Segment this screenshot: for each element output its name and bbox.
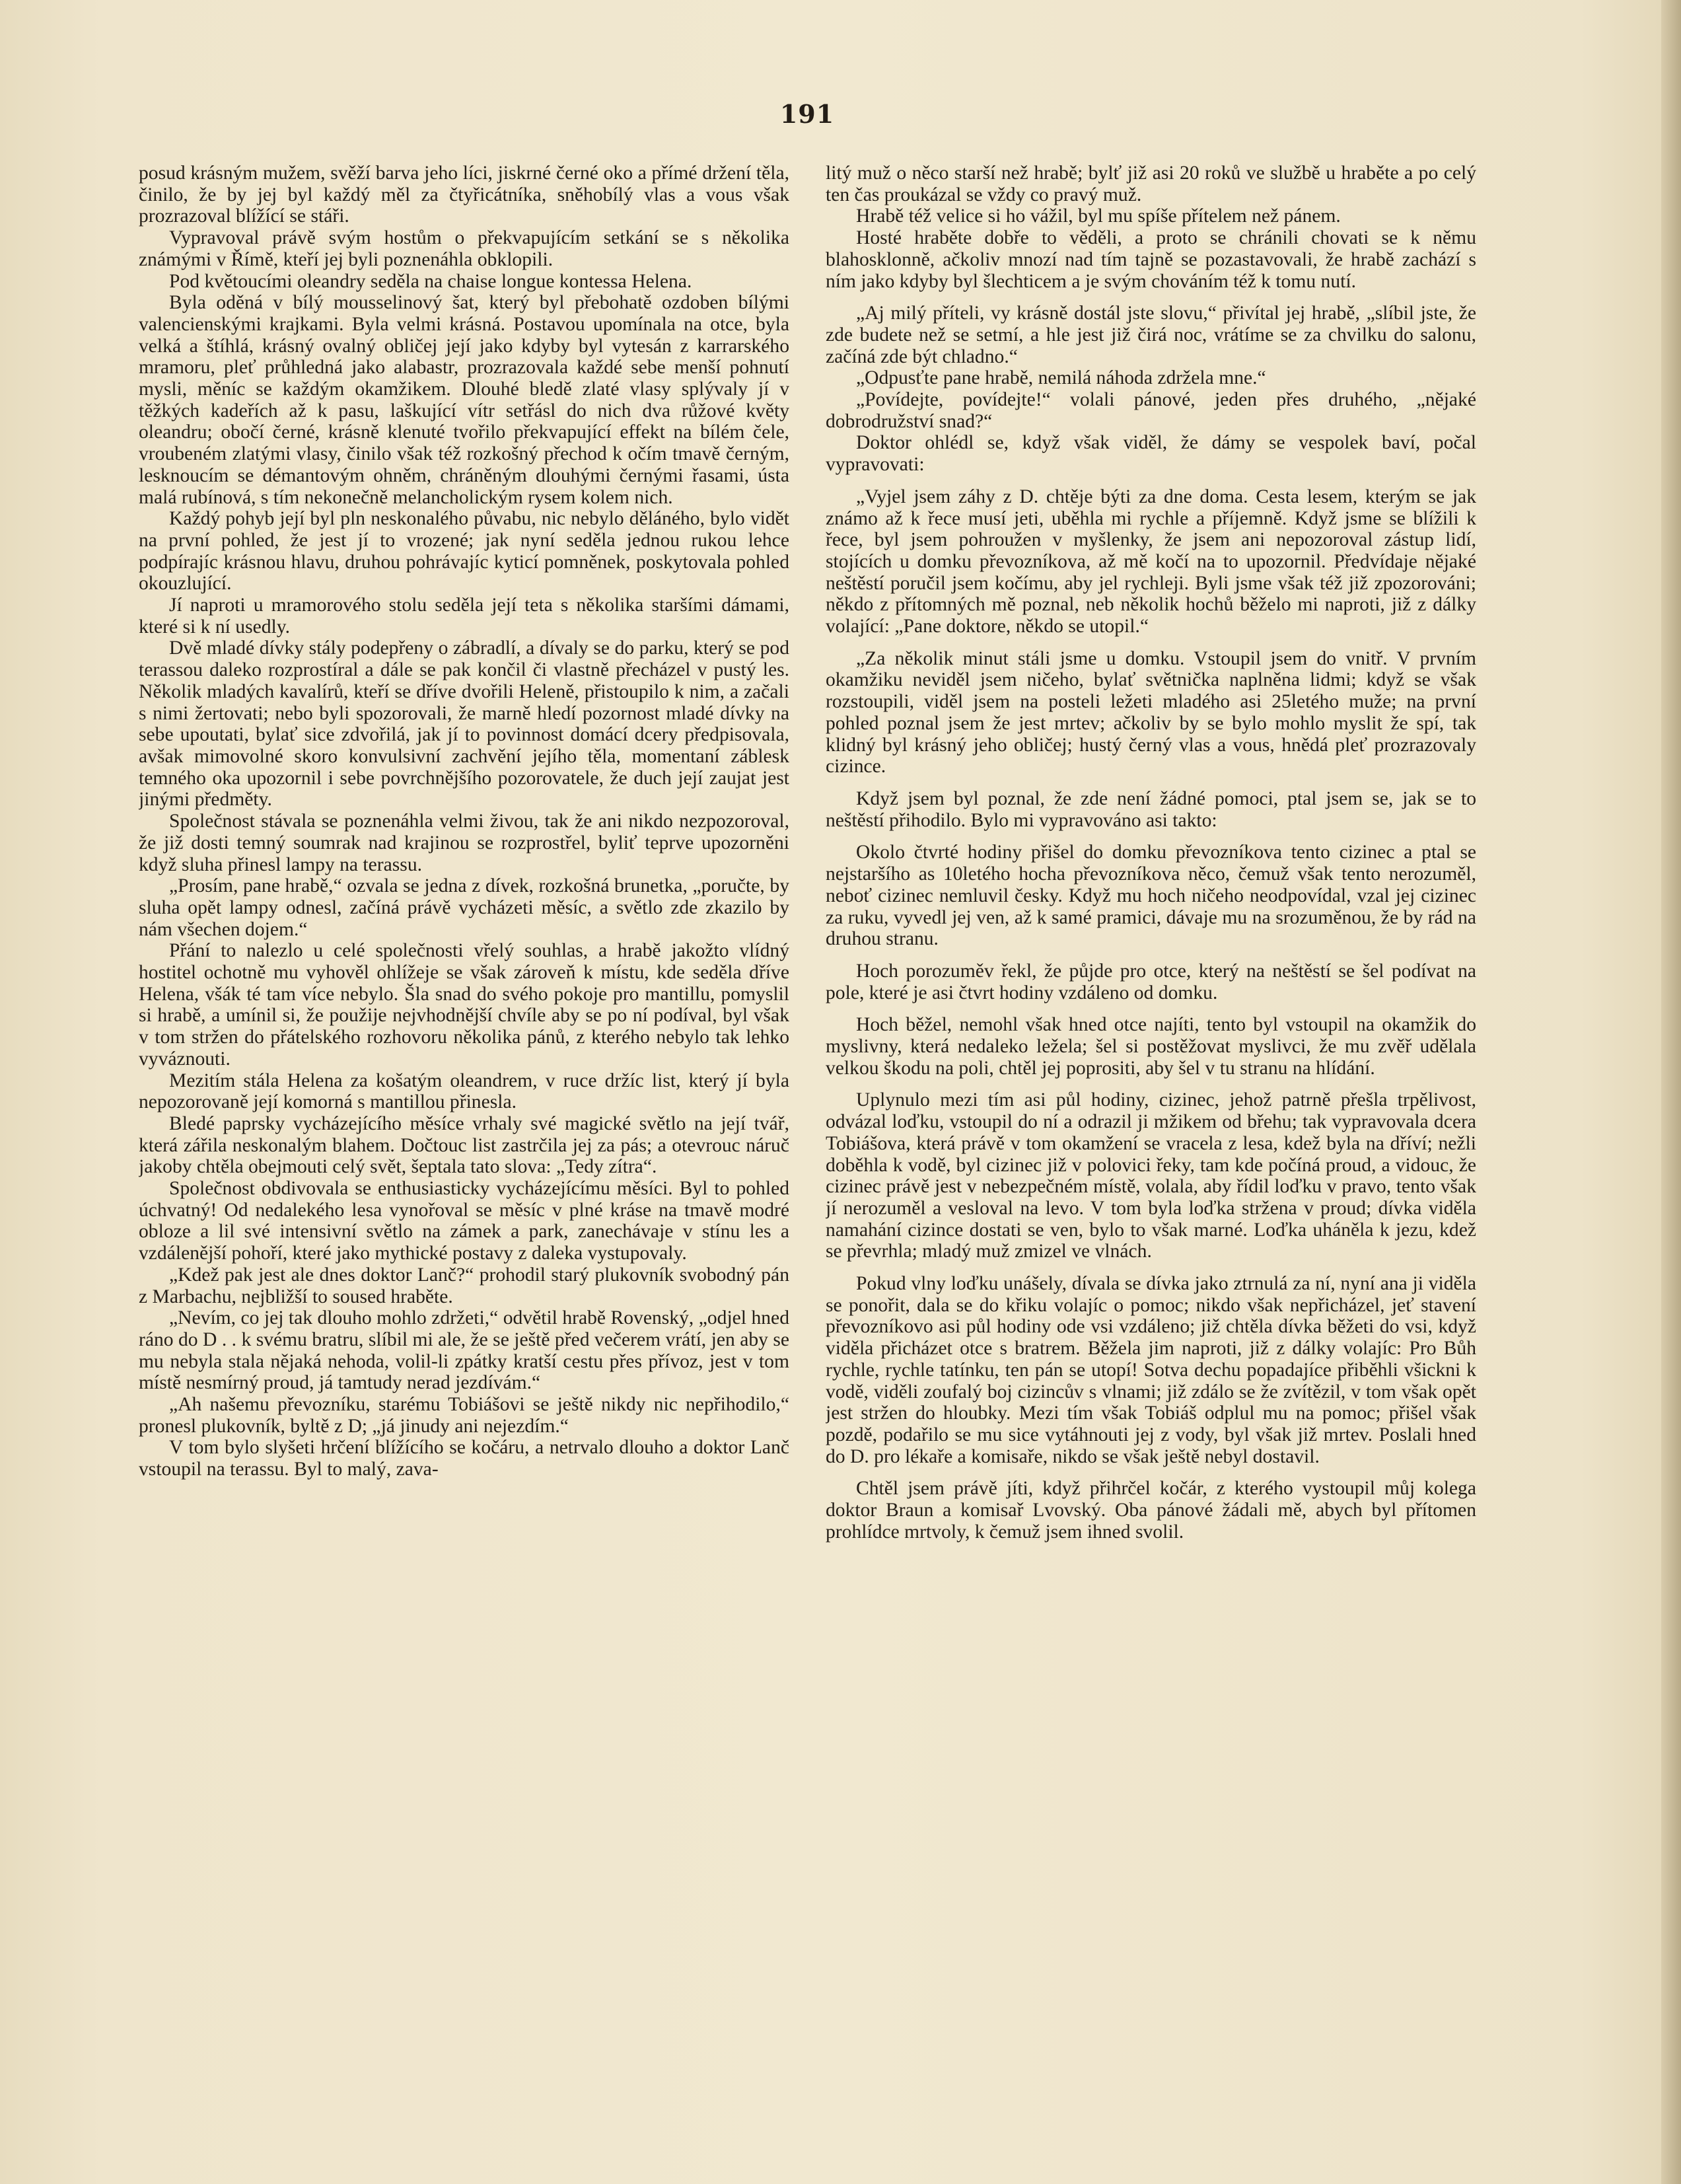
paragraph: „Odpusťte pane hrabě, nemilá náhoda zdržela mne.“: [856, 367, 1266, 389]
paragraph: „Kdež pak jest ale dnes doktor Lanč?“ prohodil starý plukovník svobodný pán z Marbachu, nejbližší to soused hraběte.: [139, 1264, 789, 1307]
paragraph: Přání to nalezlo u celé společnosti vřelý souhlas, a hrabě jakožto vlídný hostitel ochotně mu vyhověl ohlížeje se však zároveň k místu, kde seděla dříve Helena, všák té tam více nebylo. Šla snad do svého pokoje pro mantillu, pomyslil si hrabě, a umínil si, že použije nejvhodnější chvíle aby se po ní podíval, byl však v tom stržen do přátelského rozhovoru několika pánů, z kterého nebylo tak lehko vyváznouti.: [139, 940, 789, 1070]
right-column: [826, 163, 1476, 1959]
paragraph: Jí naproti u mramorového stolu seděla její teta s několika staršími dámami, které si k ní usedly.: [139, 595, 789, 637]
page-number: 191: [779, 99, 835, 129]
paragraph: Když jsem byl poznal, že zde není žádné pomoci, ptal jsem se, jak se to neštěstí přihodilo. Bylo mi vypravováno asi takto:: [826, 787, 1476, 831]
paragraph: „Vyjel jsem záhy z D. chtěje býti za dne doma. Cesta lesem, kterým se jak známo až k řece musí jeti, uběhla mi rychle a příjemně. Když jsme se blížili k řece, byl jsem pohroužen v myšlenky, že jsem ani nepozoroval zástup lidí, stojících u domku převozníkova, až mě kočí na to upozornil. Předvídaje nějaké neštěstí poručil jsem kočímu, aby jel rychleji. Byli jsme však též již zpozorováni; někdo z přítomných mě poznal, neb několik hochů běželo mi naproti, již z dálky volající: „Pane doktore, někdo se utopil.“: [826, 486, 1476, 637]
paragraph: Společnost obdivovala se enthusiasticky vycházejícímu měsíci. Byl to pohled úchvatný! Od nedalekého lesa vynořoval se měsíc v plné kráse na tmavě modré obloze a lil své intensivní světlo na zámek a park, zanechávaje v stínu les a vzdálenější pohoří, které jako mythické postavy z daleka vystupovaly.: [139, 1178, 789, 1264]
paragraph: „Nevím, co jej tak dlouho mohlo zdržeti,“ odvětil hrabě Rovenský, „odjel hned ráno do D . . k svému bratru, slíbil mi ale, že se ještě před večerem vrátí, jen aby se mu nebyla stala nějaká nehoda, volil-li zpátky kratší cestu přes přívoz, jest v tom místě nesmírný proud, já tamtudy nerad jezdívám.“: [139, 1307, 789, 1394]
paragraph: Hoch porozuměv řekl, že půjde pro otce, který na neštěstí se šel podívat na pole, které je asi čtvrt hodiny vzdáleno od domku.: [826, 960, 1476, 1003]
paragraph: litý muž o něco starší než hrabě; bylť již asi 20 roků ve službě u hraběte a po celý ten čas proukázal se vždy co pravý muž.: [826, 163, 1476, 205]
paragraph: Společnost stávala se poznenáhla velmi živou, tak že ani nikdo nezpozoroval, že již dosti temný soumrak nad krajinou se rozprostřel, byliť teprve upozorněni když sluha přinesl lampy na terassu.: [139, 811, 789, 875]
paragraph: Mezitím stála Helena za košatým oleandrem, v ruce držíc list, který jí byla nepozorovaně její komorná s mantillou přinesla.: [139, 1070, 789, 1113]
paragraph: „Povídejte, povídejte!“ volali pánové, jeden přes druhého, „nějaké dobrodružství snad?“: [826, 389, 1476, 432]
paragraph: Každý pohyb její byl pln neskonalého půvabu, nic nebylo děláného, bylo vidět na první pohled, že jest jí to vrozené; jak nyní seděla jednou rukou lehce podpírajíc krásnou hlavu, druhou pohrávajíc kyticí pomněnek, poskytovala pohled okouzlující.: [139, 508, 789, 595]
paragraph: Chtěl jsem právě jíti, když přihrčel kočár, z kterého vystoupil můj kolega doktor Braun a komisař Lvovský. Oba pánové žádali mě, abych byl přítomen prohlídce mrtvoly, k čemuž jsem ihned svolil.: [826, 1478, 1476, 1543]
paragraph: „Ah našemu převozníku, starému Tobiášovi se ještě nikdy nic nepřihodilo,“ pronesl plukovník, byltě z D; „já jinudy ani nejezdím.“: [139, 1394, 789, 1437]
paragraph: „Aj milý příteli, vy krásně dostál jste slovu,“ přivítal jej hrabě, „slíbil jste, že zde budete než se setmí, a hle jest již čirá noc, vrátíme se za chvilku do salonu, začíná zde být chladno.“: [826, 303, 1476, 367]
paragraph: Doktor ohlédl se, když však viděl, že dámy se vespolek baví, počal vypravovati:: [826, 432, 1476, 476]
paragraph: „Prosím, pane hrabě,“ ozvala se jedna z dívek, rozkošná brunetka, „poručte, by sluha opět lampy odnesl, začíná právě vycházeti měsíc, a světlo zde zkazilo by nám všechen dojem.“: [139, 875, 789, 940]
paragraph: Vypravoval právě svým hostům o překvapujícím setkání se s několika známými v Římě, kteří jej byli poznenáhla obklopili.: [139, 227, 789, 270]
page-edge-shadow: [1661, 0, 1681, 2184]
paragraph: „Za několik minut stáli jsme u domku. Vstoupil jsem do vnitř. V prvním okamžiku neviděl jsem ničeho, bylať světnička naplněna lidmi; když se však rozstoupili, viděl jsem na posteli ležeti mladého asi 25letého muže; na první pohled poznal jsem že jest mrtev; ačkoliv by se bylo mohlo myslit že spí, tak klidný byl krásný jeho obličej; hustý černý vlas a vous, hnědá pleť prozrazovaly cizince.: [826, 647, 1476, 778]
paragraph: Hoch běžel, nemohl však hned otce najíti, tento byl vstoupil na okamžik do myslivny, která nedaleko ležela; šel si postěžovat myslivci, že mu zvěř udělala velkou škodu na poli, chtěl jej poprositi, aby šel v tu stranu na hlídání.: [826, 1014, 1476, 1079]
paragraph: Dvě mladé dívky stály podepřeny o zábradlí, a dívaly se do parku, který se pod terassou daleko rozprostíral a dále se pak končil či vlastně přecházel v pustý les. Několik mladých kavalírů, kteří se dříve dvořili Heleně, přistoupilo k nim, a začali s nimi žertovati; nebo byli spozorovali, že marně hledí pozornost mladé dívky na sebe upoutati, bylať sice zdvořilá, jak jí to povinnost domácí dcery předpisovala, avšak mimovolné skoro konvulsivní zachvění jejího těla, momentaní záblesk temného oka upozornil i sebe povrchnějšího pozorovatele, že duch její zaujat jest jinými předměty.: [139, 637, 789, 811]
paragraph: Byla oděná v bílý mousselinový šat, který byl přebohatě ozdoben bílými valencienskými krajkami. Byla velmi krásná. Postavou upomínala na otce, byla velká a štíhlá, krásný ovalný obličej její jako kdyby byl vytesán z karrarského mramoru, pleť průhledná jako alabastr, prozrazovala každé sebe menší pohnutí mysli, měníc se každým okamžikem. Dlouhé bledě zlaté vlasy splývaly jí v těžkých kadeřích až k pasu, laškující vítr setřásl do nich dva růžové květy oleandru; obočí černé, krásně klenuté tvořilo překvapující effekt na bílém čele, vroubeném zlatými vlasy, činilo však též rozkošný přechod k očím tmavě černým, lesknoucím se démantovým ohněm, chráněným dlouhými černými řasami, ústa malá rubínová, s tím nekonečně melancholickým rysem kolem nich.: [139, 292, 789, 508]
paragraph: Pokud vlny loďku unášely, dívala se dívka jako ztrnulá za ní, nyní ana ji viděla se ponořit, dala se do křiku volajíc o pomoc; nikdo však nepřicházel, jeť stavení převozníkovo asi půl hodiny ode vsi vzdáleno; již chtěla dívka běžeti do vsi, když viděla přicházet otce s bratrem. Běžela jim naproti, již z dálky volajíc: Pro Bůh rychle, rychle tatínku, ten pán se utopí! Sotva dechu popadajíce přiběhli všickni k vodě, viděli zoufalý boj cizincův s vlnami; již zdálo se že zvítězil, v tom však opět jest stržen do hloubky. Mezi tím však Tobiáš odplul mu na pomoc; přišel však pozdě, podařilo se mu sice vytáhnouti jej z vody, byl však již mrtev. Poslali hned do D. pro lékaře a komisaře, nikdo se však ještě nebyl dostavil.: [826, 1273, 1476, 1467]
left-column: [139, 163, 789, 1959]
paragraph: Pod květoucími oleandry seděla na chaise longue kontessa Helena.: [169, 270, 692, 292]
paragraph: Uplynulo mezi tím asi půl hodiny, cizinec, jehož patrně přešla trpělivost, odvázal loďku, vstoupil do ní a odrazil ji mžikem od břehu; tak vypravovala dcera Tobiášova, která právě v tom okamžení se vracela z lesa, kdež byla na dříví; nežli doběhla k vodě, byl cizinec již v polovici řeky, tam kde počíná proud, a vidouc, že cizinec právě jest v nebezpečném místě, volala, aby řídil loďku v pravo, tento však jí nerozuměl a vesloval na levo. V tom byla loďka stržena v proud; dívka viděla namahání cizince dostati se ven, bylo to však marné. Loďka uháněla k jezu, kdež se převrhla; mladý muž zmizel ve vlnách.: [826, 1089, 1476, 1262]
paragraph: Hosté hraběte dobře to věděli, a proto se chránili chovati se k němu blahosklonně, ačkoliv mnozí nad tím tajně se pozastavovali, že hrabě zachází s ním jako kdyby byl šlechticem a je svým chováním též k tomu nutí.: [826, 227, 1476, 292]
paragraph: posud krásným mužem, svěží barva jeho líci, jiskrné černé oko a přímé držení těla, činilo, že by jej byl každý měl za čtyřicátníka, sněhobílý vlas a vous však prozrazoval blížící se stáři.: [139, 163, 789, 227]
paragraph: Hrabě též velice si ho vážil, byl mu spíše přítelem než pánem.: [856, 205, 1341, 227]
paragraph: V tom bylo slyšeti hrčení blížícího se kočáru, a netrvalo dlouho a doktor Lanč vstoupil na terassu. Byl to malý, zava-: [139, 1437, 789, 1480]
paragraph: Okolo čtvrté hodiny přišel do domku převozníkova tento cizinec a ptal se nejstaršího as 10letého hocha převozníkova něco, čemuž však tento nerozuměl, neboť cizinec nemluvil česky. Když mu hoch ničeho neodpovídal, vzal jej cizinec za ruku, vyvedl jej ven, až k samé pramici, dávaje mu na srozuměnou, že by rád na druhou stranu.: [826, 842, 1476, 950]
paragraph: Bledé paprsky vycházejícího měsíce vrhaly své magické světlo na její tvář, která zářila neskonalým blahem. Dočtouc list zastrčila jej za pás; a otevrouc náruč jakoby chtěla obejmouti celý svět, šeptala tato slova: „Tedy zítra“.: [139, 1112, 789, 1178]
